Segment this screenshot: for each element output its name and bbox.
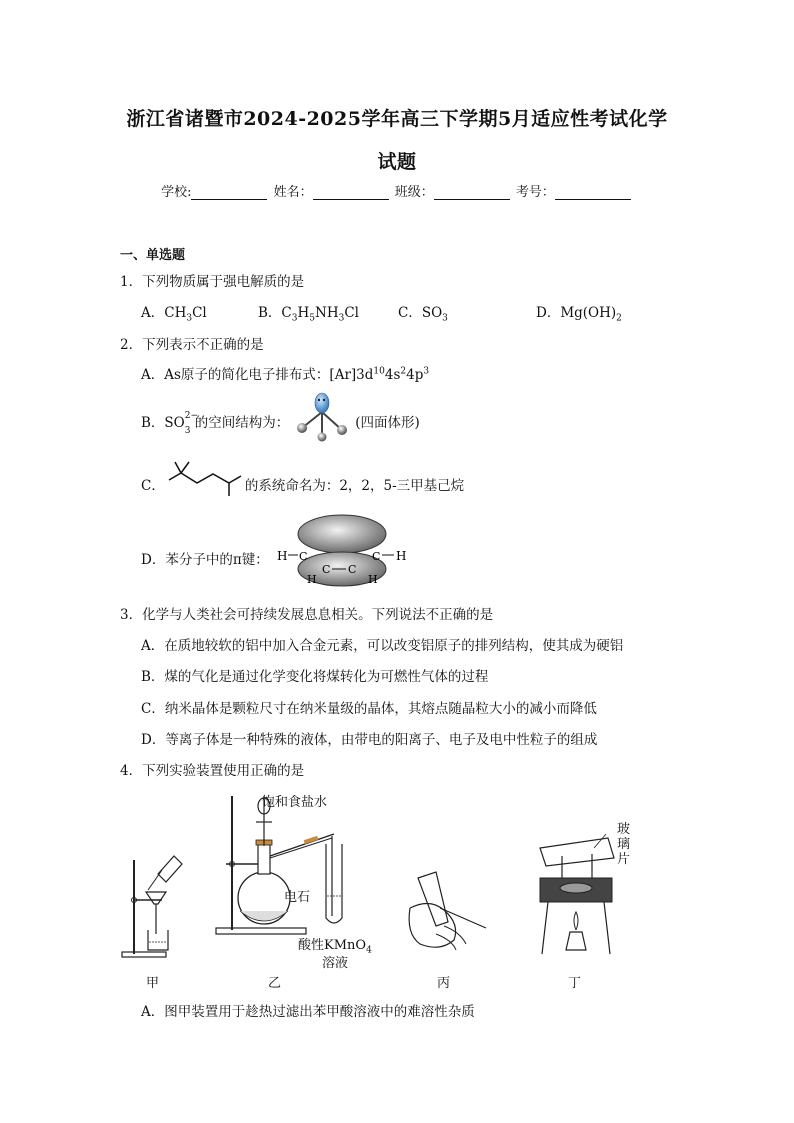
figure-bing-pipette-hand — [400, 868, 492, 954]
benzene-c-mid1: C — [322, 563, 331, 576]
q1-option-a: A．$CH_3Cl$ — [141, 305, 207, 324]
student-info-row — [0, 181, 794, 200]
q2-option-b: B．SO 2− 3 的空间结构为： (四面体形) — [141, 410, 420, 436]
benzene-h-right: H — [396, 549, 407, 563]
q3-option-c: C．纳米晶体是颗粒尺寸在纳米量级的晶体，其熔点随晶粒大小的减小而降低 — [141, 701, 597, 717]
school-blank[interactable] — [191, 186, 267, 200]
figure-jia-label: 甲 — [146, 976, 160, 991]
exam-title-line2: 试题 — [377, 151, 417, 173]
q3-option-a: A．在质地较软的铝中加入合金元素，可以改变铝原子的排列结构，使其成为硬铝 — [141, 638, 624, 654]
figure-yi-label: 乙 — [268, 976, 282, 991]
q2-stem: 2．下列表示不正确的是 — [120, 337, 264, 353]
label-calcium-carbide: 电石 — [284, 890, 311, 905]
label-solution: 溶液 — [322, 956, 349, 971]
exam-no-label: 考号： — [515, 185, 555, 200]
class-blank[interactable] — [434, 186, 510, 200]
figure-bing-label: 丙 — [437, 976, 451, 991]
label-brine: 饱和食盐水 — [262, 795, 328, 810]
q3-option-d: D．等离子体是一种特殊的液体，由带电的阳离子、电子及电中性粒子的组成 — [141, 732, 598, 748]
figure-ding-sublimation — [536, 820, 618, 960]
benzene-pi-bond-diagram — [276, 513, 408, 589]
q2-option-c: C． 的系统命名为：2，2，5-三甲基己烷 — [141, 478, 465, 494]
skeletal-formula — [163, 458, 249, 500]
benzene-c-left: C — [299, 550, 308, 563]
benzene-c-mid2: C — [348, 563, 357, 576]
benzene-h-bottom-right: H — [368, 573, 378, 586]
section-heading: 一、单选题 — [120, 248, 186, 263]
label-kmno4: 酸性KMnO$_4$ — [298, 938, 372, 956]
benzene-h-bottom-left: H — [307, 573, 317, 586]
exam-title-line1: 浙江省诸暨市2024-2025学年高三下学期5月适应性考试化学 — [126, 108, 668, 130]
q1-option-d: D．$Mg(OH)_2$ — [536, 305, 622, 324]
q4-option-a: A．图甲装置用于趁热过滤出苯甲酸溶液中的难溶性杂质 — [141, 1004, 475, 1020]
q1-stem: 1．下列物质属于强电解质的是 — [120, 274, 305, 290]
figure-ding-label: 丁 — [568, 976, 582, 991]
label-glass-plate: 玻 璃 片 — [617, 822, 631, 867]
class-label: 班级： — [394, 185, 434, 200]
q1-option-c: C．$SO_3$ — [398, 305, 448, 324]
name-blank[interactable] — [313, 186, 389, 200]
q2-option-a: A．As原子的简化电子排布式：$[Ar]3d^{10}4s^24p^3$ — [141, 366, 430, 383]
name-label: 姓名： — [273, 185, 313, 200]
q2-option-d: D．苯分子中的π键： — [141, 552, 269, 568]
q3-option-b: B．煤的气化是通过化学变化将煤转化为可燃性气体的过程 — [141, 669, 489, 685]
q4-stem: 4．下列实验装置使用正确的是 — [120, 763, 305, 779]
sulfite-ball-stick-model — [292, 390, 354, 442]
q3-stem: 3．化学与人类社会可持续发展息息相关。下列说法不正确的是 — [120, 607, 494, 623]
benzene-c-right: C — [372, 550, 381, 563]
school-label: 学校: — [161, 185, 192, 200]
benzene-h-left: H — [277, 549, 288, 563]
exam-no-blank[interactable] — [555, 186, 631, 200]
q1-option-b: B．$C_3H_5NH_3Cl$ — [258, 305, 359, 324]
figure-jia-filtration — [118, 830, 190, 960]
